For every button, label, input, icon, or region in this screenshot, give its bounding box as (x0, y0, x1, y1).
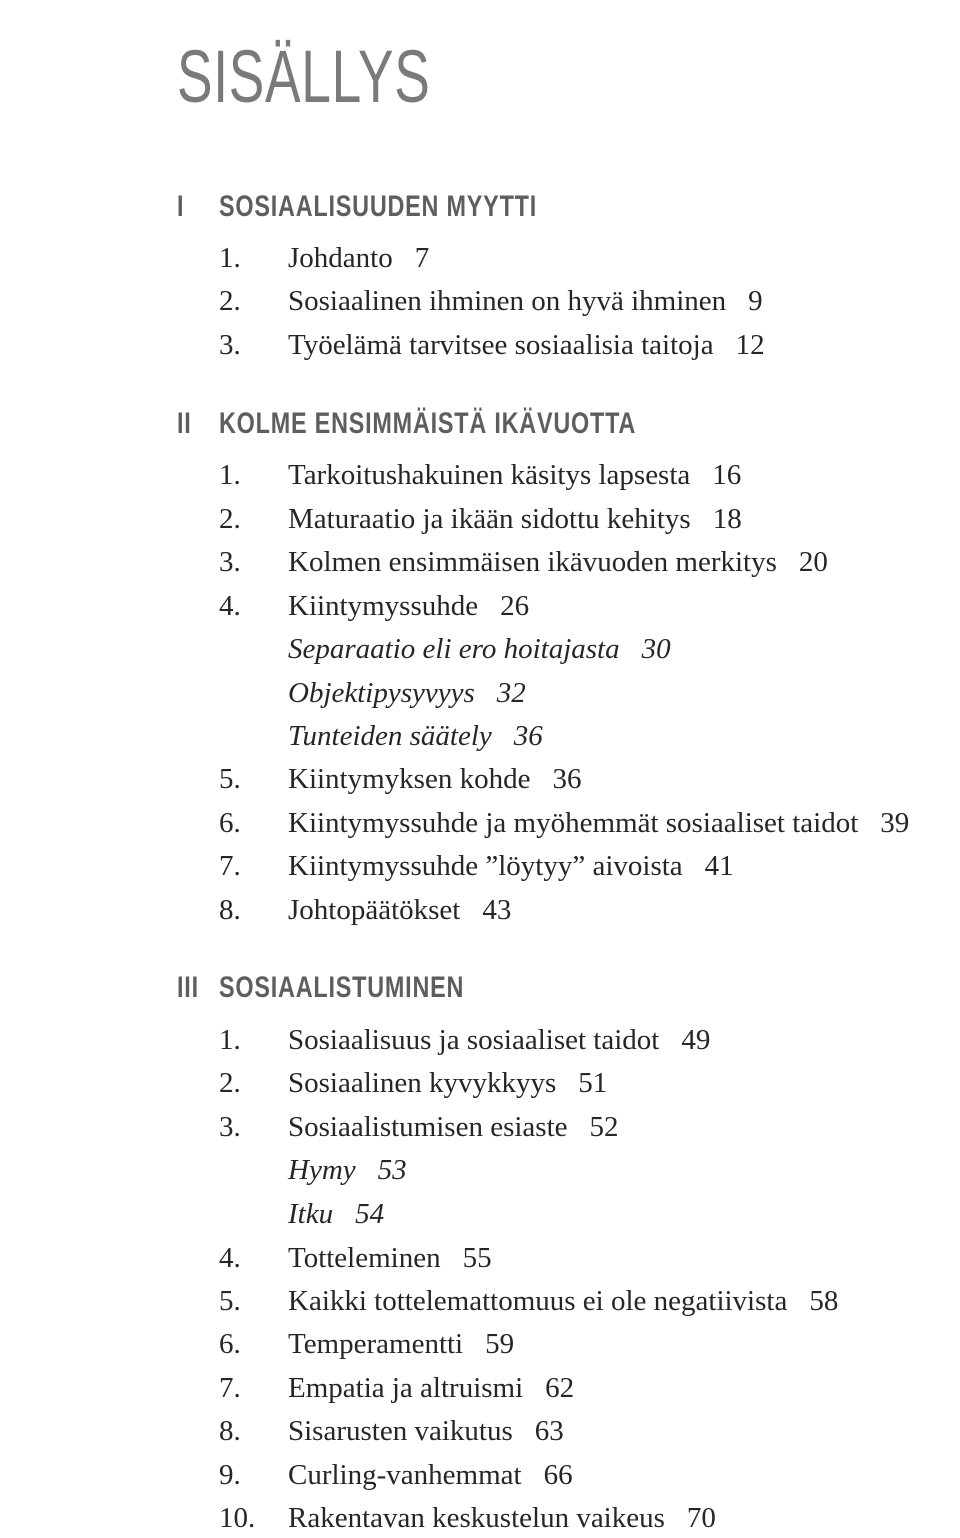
part-title: SOSIAALISUUDEN MYYTTI (219, 190, 538, 223)
entry-text (288, 455, 741, 495)
entry-number: 10. (219, 1502, 256, 1534)
entry-title: Tarkoitushakuinen käsitys lapsesta (288, 459, 691, 491)
entry-number: 3. (219, 329, 241, 361)
toc-entry[interactable] (0, 238, 960, 278)
entry-text (288, 325, 765, 365)
toc-entry[interactable] (0, 281, 960, 321)
entry-number: 1. (219, 242, 241, 274)
entry-page-number: 32 (496, 677, 526, 709)
entry-title: Tunteiden säätely (288, 720, 492, 752)
entry-number: 2. (219, 1067, 241, 1099)
page-title: SISÄLLYS (177, 35, 431, 118)
entry-page-number: 58 (809, 1285, 839, 1317)
entry-title: Kiintymyssuhde (288, 590, 479, 622)
entry-number: 8. (219, 1415, 241, 1447)
entry-page-number: 43 (482, 894, 512, 926)
part-number: II (177, 407, 192, 440)
part-heading (0, 971, 960, 1005)
entry-text (288, 1281, 838, 1321)
entry-number: 6. (219, 1328, 241, 1360)
entry-title: Objektipysyvyys (288, 677, 475, 709)
part-number: III (177, 971, 199, 1004)
toc-entry[interactable] (0, 1063, 960, 1103)
entry-text (288, 673, 526, 713)
toc-entry[interactable] (0, 1368, 960, 1408)
entry-number: 8. (219, 894, 241, 926)
entry-text (288, 1455, 573, 1495)
entry-title: Rakentavan keskustelun vaikeus (288, 1502, 665, 1534)
entry-title: Maturaatio ja ikään sidottu kehitys (288, 503, 691, 535)
entry-text (288, 238, 429, 278)
toc-entry[interactable] (0, 759, 960, 799)
toc-entry[interactable] (0, 846, 960, 886)
toc-entry[interactable] (0, 1020, 960, 1060)
entry-page-number: 52 (589, 1111, 619, 1143)
entry-text (288, 1063, 607, 1103)
toc-entry[interactable] (0, 890, 960, 930)
entry-page-number: 54 (355, 1198, 385, 1230)
entry-page-number: 26 (500, 590, 530, 622)
entry-text (288, 1238, 492, 1278)
entry-page-number: 62 (545, 1372, 575, 1404)
entry-text (288, 1020, 710, 1060)
entry-page-number: 59 (485, 1328, 515, 1360)
entry-number: 4. (219, 590, 241, 622)
toc-subentry[interactable] (0, 629, 960, 669)
entry-title: Sosiaalistumisen esiaste (288, 1111, 568, 1143)
toc-subentry[interactable] (0, 1194, 960, 1234)
entry-page-number: 63 (534, 1415, 564, 1447)
entry-title: Työelämä tarvitsee sosiaalisia taitoja (288, 329, 714, 361)
entry-text (288, 542, 828, 582)
entry-title: Sosiaalinen ihminen on hyvä ihminen (288, 285, 727, 317)
entry-text (288, 1194, 384, 1234)
entry-number: 3. (219, 1111, 241, 1143)
entry-text (288, 1150, 407, 1190)
entry-number: 2. (219, 503, 241, 535)
part-heading (0, 407, 960, 441)
entry-title: Sisarusten vaikutus (288, 1415, 513, 1447)
part-heading (0, 190, 960, 224)
entry-page-number: 36 (552, 763, 582, 795)
toc-entry[interactable] (0, 1455, 960, 1495)
entry-text (288, 1411, 564, 1451)
toc-subentry[interactable] (0, 673, 960, 713)
entry-text (288, 499, 742, 539)
entry-number: 5. (219, 763, 241, 795)
toc-entry[interactable] (0, 1411, 960, 1451)
entry-title: Sosiaalinen kyvykkyys (288, 1067, 557, 1099)
entry-title: Kiintymyksen kohde (288, 763, 531, 795)
entry-page-number: 55 (462, 1242, 492, 1274)
entry-title: Sosiaalisuus ja sosiaaliset taidot (288, 1024, 660, 1056)
toc-entry[interactable] (0, 325, 960, 365)
entry-title: Kiintymyssuhde ja myöhemmät sosiaaliset taidot (288, 807, 859, 839)
toc-entry[interactable] (0, 1281, 960, 1321)
toc-entry[interactable] (0, 586, 960, 626)
entry-text (288, 1107, 619, 1147)
entry-number: 1. (219, 1024, 241, 1056)
toc-entry[interactable] (0, 499, 960, 539)
toc-entry[interactable] (0, 1107, 960, 1147)
entry-text (288, 890, 511, 930)
toc-entry[interactable] (0, 1324, 960, 1364)
entry-text (288, 759, 581, 799)
entry-page-number: 36 (513, 720, 543, 752)
entry-text (288, 1368, 574, 1408)
entry-title: Kiintymyssuhde ”löytyy” aivoista (288, 850, 683, 882)
entry-title: Itku (288, 1198, 334, 1230)
entry-title: Hymy (288, 1154, 356, 1186)
part-title: KOLME ENSIMMÄISTÄ IKÄVUOTTA (219, 407, 637, 440)
entry-page-number: 30 (641, 633, 671, 665)
toc-entry[interactable] (0, 1238, 960, 1278)
toc-entry[interactable] (0, 803, 960, 843)
entry-page-number: 39 (880, 807, 910, 839)
entry-page-number: 53 (377, 1154, 407, 1186)
entry-text (288, 281, 763, 321)
entry-number: 1. (219, 459, 241, 491)
entry-title: Temperamentti (288, 1328, 464, 1360)
entry-number: 3. (219, 546, 241, 578)
entry-title: Totteleminen (288, 1242, 441, 1274)
toc-entry[interactable] (0, 542, 960, 582)
entry-text (288, 1498, 716, 1538)
entry-number: 9. (219, 1459, 241, 1491)
entry-page-number: 12 (735, 329, 765, 361)
entry-title: Empatia ja altruismi (288, 1372, 524, 1404)
entry-title: Johtopäätökset (288, 894, 461, 926)
part-title: SOSIAALISTUMINEN (219, 971, 465, 1004)
entry-page-number: 9 (748, 285, 763, 317)
entry-number: 2. (219, 285, 241, 317)
entry-number: 7. (219, 850, 241, 882)
entry-number: 6. (219, 807, 241, 839)
entry-title: Kaikki tottelemattomuus ei ole negatiivista (288, 1285, 788, 1317)
entry-page-number: 49 (681, 1024, 711, 1056)
entry-text (288, 586, 529, 626)
entry-page-number: 70 (686, 1502, 716, 1534)
entry-page-number: 66 (543, 1459, 573, 1491)
entry-page-number: 51 (578, 1067, 608, 1099)
entry-text (288, 846, 734, 886)
entry-number: 5. (219, 1285, 241, 1317)
entry-number: 4. (219, 1242, 241, 1274)
entry-text (288, 716, 543, 756)
entry-text (288, 629, 671, 669)
part-number: I (177, 190, 185, 223)
entry-text (288, 1324, 514, 1364)
entry-page-number: 20 (798, 546, 828, 578)
entry-page-number: 7 (414, 242, 430, 274)
toc-subentry[interactable] (0, 716, 960, 756)
entry-text (288, 803, 909, 843)
toc-entry[interactable] (0, 1498, 960, 1538)
entry-title: Kolmen ensimmäisen ikävuoden merkitys (288, 546, 777, 578)
entry-page-number: 18 (712, 503, 742, 535)
entry-page-number: 41 (704, 850, 734, 882)
entry-title: Separaatio eli ero hoitajasta (288, 633, 620, 665)
entry-page-number: 16 (712, 459, 742, 491)
entry-title: Johdanto (288, 242, 393, 274)
entry-title: Curling-vanhemmat (288, 1459, 522, 1491)
toc-subentry[interactable] (0, 1150, 960, 1190)
entry-number: 7. (219, 1372, 241, 1404)
toc-entry[interactable] (0, 455, 960, 495)
